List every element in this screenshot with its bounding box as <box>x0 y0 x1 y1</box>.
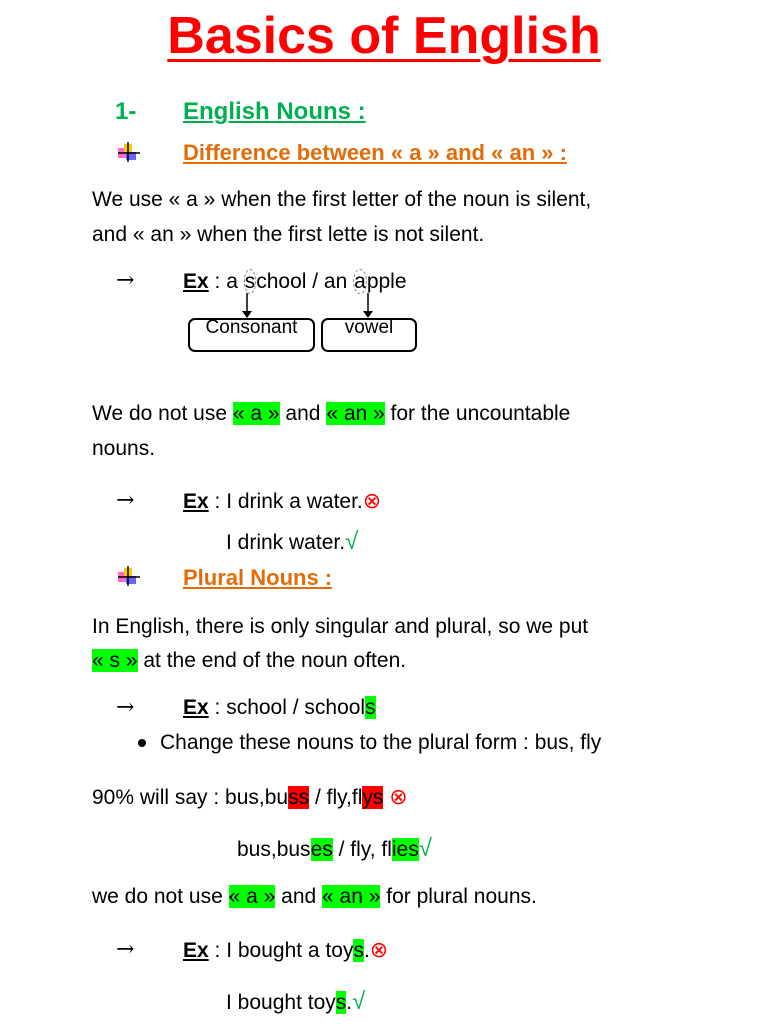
ex-label: Ex <box>183 490 209 513</box>
example-line: 90% will say : bus,buss / fly,flys ⊗ <box>92 784 408 809</box>
section-heading: English Nouns : <box>183 98 366 125</box>
bullet-dot-icon <box>138 739 146 747</box>
check-mark-icon: √ <box>352 988 366 1015</box>
wrong-mark-icon: ⊗ <box>362 488 382 513</box>
example-line: I bought toys.√ <box>226 988 366 1015</box>
arrow-icon: → <box>116 268 135 293</box>
highlight-ss: ss <box>288 786 310 809</box>
arrow-icon: → <box>116 695 135 720</box>
highlight-s: s <box>353 939 364 962</box>
bullet-square-icon <box>116 142 140 162</box>
highlight-an: « an » <box>326 402 385 425</box>
circled-letter-a: a <box>354 270 366 293</box>
paragraph-line: We do not use « a » and « an » for the uncountable <box>92 402 571 425</box>
page-title: Basics of English <box>167 7 601 65</box>
paragraph-line: nouns. <box>92 437 156 460</box>
highlight-ys: ys <box>362 786 384 809</box>
example-line: Ex : I drink a water.⊗ <box>183 488 382 513</box>
subheading-difference: Difference between « a » and « an » : <box>183 140 567 165</box>
highlight-es: es <box>310 838 333 861</box>
check-mark-icon: √ <box>418 835 432 862</box>
highlight-an: « an » <box>322 885 381 908</box>
vowel-box: vowel <box>321 318 417 352</box>
check-mark-icon: √ <box>345 528 359 555</box>
highlight-a: « a » <box>228 885 276 908</box>
highlight-s: « s » <box>92 649 138 672</box>
pointer-arrows <box>230 293 390 319</box>
wrong-mark-icon: ⊗ <box>389 784 408 809</box>
ex-label: Ex <box>183 696 209 719</box>
paragraph-line: we do not use « a » and « an » for plural nouns. <box>92 885 537 908</box>
highlight-ies: ies <box>391 838 419 861</box>
paragraph-line: « s » at the end of the noun often. <box>92 649 407 672</box>
arrow-icon: → <box>116 488 135 513</box>
highlight-s: s <box>335 991 347 1014</box>
paragraph-line: In English, there is only singular and plural, so we put <box>92 615 589 638</box>
paragraph-line: We use « a » when the first letter of the noun is silent, <box>92 188 592 211</box>
ex-label: Ex <box>183 270 209 293</box>
arrow-icon: → <box>116 937 135 962</box>
paragraph-line: and « an » when the first lette is not silent. <box>92 223 485 246</box>
highlight-a: « a » <box>232 402 280 425</box>
bullet-square-icon <box>116 566 140 586</box>
consonant-box: Consonant <box>188 318 315 352</box>
ex-label: Ex <box>183 939 209 962</box>
highlight-s: s <box>365 696 376 719</box>
bullet-item: Change these nouns to the plural form : bus, fly <box>138 726 601 760</box>
example-line: I drink water.√ <box>226 528 359 555</box>
example-line: bus,buses / fly, flies√ <box>237 835 432 862</box>
example-line: Ex : a school / an apple <box>183 270 407 293</box>
example-line: Ex : I bought a toys.⊗ <box>183 937 389 962</box>
circled-letter-s: s <box>244 270 256 293</box>
wrong-mark-icon: ⊗ <box>369 937 389 962</box>
section-number: 1- <box>115 98 137 125</box>
example-line: Ex : school / schools <box>183 696 376 719</box>
subheading-plural: Plural Nouns : <box>183 565 333 590</box>
